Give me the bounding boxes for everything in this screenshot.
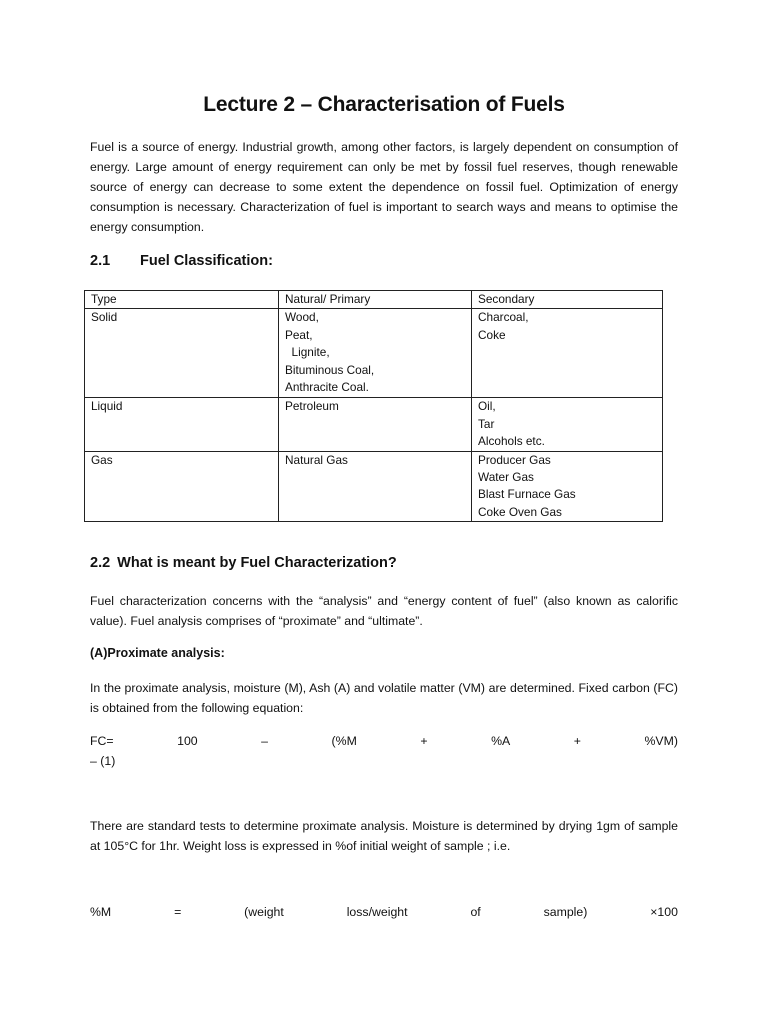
equation-token: – <box>261 734 269 748</box>
equation-token: of <box>470 905 481 919</box>
secondary-cell <box>472 451 663 522</box>
primary-item: Natural Gas <box>285 452 348 467</box>
primary-item: Peat, <box>285 327 313 342</box>
section-title: What is meant by Fuel Characterization? <box>117 555 397 571</box>
characterization-paragraph: Fuel characterization concerns with the “analysis” and “energy content of fuel” (also known as calorific value). Fuel analysis comprises of “proximate” and “ultimate”. <box>90 594 678 628</box>
equation-token: ×100 <box>650 905 678 919</box>
proximate-paragraph: In the proximate analysis, moisture (M), Ash (A) and volatile matter (VM) are determined. Fixed carbon (FC) is obtained from the following equation: <box>90 681 678 715</box>
secondary-item: Water Gas <box>478 470 534 485</box>
primary-item: Bituminous Coal, <box>285 362 375 377</box>
equation-number: – (1) <box>90 754 116 768</box>
proximate-analysis-heading: (A)Proximate analysis: <box>90 646 225 660</box>
type-cell: Liquid <box>85 398 279 451</box>
secondary-item: Charcoal, <box>478 310 529 325</box>
primary-cell <box>279 451 472 522</box>
table-row <box>85 398 663 451</box>
equation-token: %A <box>491 734 511 748</box>
moisture-equation <box>90 902 678 922</box>
page-title: Lecture 2 – Characterisation of Fuels <box>203 93 565 116</box>
table-row <box>85 451 663 522</box>
primary-cell <box>279 309 472 398</box>
primary-item: Petroleum <box>285 399 339 414</box>
type-cell: Gas <box>85 451 279 522</box>
primary-cell <box>279 398 472 451</box>
secondary-item: Oil, <box>478 399 496 414</box>
secondary-cell <box>472 398 663 451</box>
section-number: 2.1 <box>90 253 111 269</box>
equation-token: sample) <box>543 905 588 919</box>
table-header-row <box>85 291 663 309</box>
section-heading-2-2 <box>90 555 397 571</box>
equation-token: + <box>573 734 581 748</box>
primary-item: Anthracite Coal. <box>285 380 369 395</box>
table-row <box>85 309 663 398</box>
equation-token: FC= <box>90 734 114 748</box>
primary-item: Wood, <box>285 310 319 325</box>
equation-token: (%M <box>331 734 357 748</box>
equation-token: = <box>174 905 182 919</box>
fuel-classification-table <box>84 290 663 522</box>
section-title: Fuel Classification: <box>140 253 273 269</box>
secondary-cell <box>472 309 663 398</box>
column-header: Type <box>85 291 279 309</box>
secondary-item: Alcohols etc. <box>478 434 545 449</box>
standard-tests-paragraph: There are standard tests to determine proximate analysis. Moisture is determined by drying 1gm of sample at 105°C for 1hr. Weight loss is expressed in %of initial weight of sample ; i.e. <box>90 819 678 853</box>
secondary-item: Producer Gas <box>478 452 551 467</box>
equation-token: 100 <box>177 734 198 748</box>
equation-token: %VM) <box>644 734 678 748</box>
equation-token: + <box>420 734 428 748</box>
column-header: Secondary <box>472 291 663 309</box>
fixed-carbon-equation <box>90 731 678 751</box>
secondary-item: Coke <box>478 327 506 342</box>
equation-token: %M <box>90 905 112 919</box>
secondary-item: Blast Furnace Gas <box>478 487 576 502</box>
equation-token: (weight <box>244 905 284 919</box>
secondary-item: Tar <box>478 416 495 431</box>
column-header: Natural/ Primary <box>279 291 472 309</box>
section-number: 2.2 <box>90 555 111 571</box>
secondary-item: Coke Oven Gas <box>478 504 562 519</box>
equation-token: loss/weight <box>346 905 408 919</box>
type-cell: Solid <box>85 309 279 398</box>
intro-paragraph: Fuel is a source of energy. Industrial growth, among other factors, is largely dependent on consumption of energy. Large amount of energy requirement can only be met by fossil fuel reserves, though renewable source of energy can decrease to some extent the dependence on fossil fuel. Optimization of energy consumption is necessary. Characterization of fuel is important to search ways and means to optimise the energy consumption. <box>90 140 678 234</box>
primary-item: Lignite, <box>285 345 330 360</box>
section-heading-2-1 <box>90 253 273 269</box>
